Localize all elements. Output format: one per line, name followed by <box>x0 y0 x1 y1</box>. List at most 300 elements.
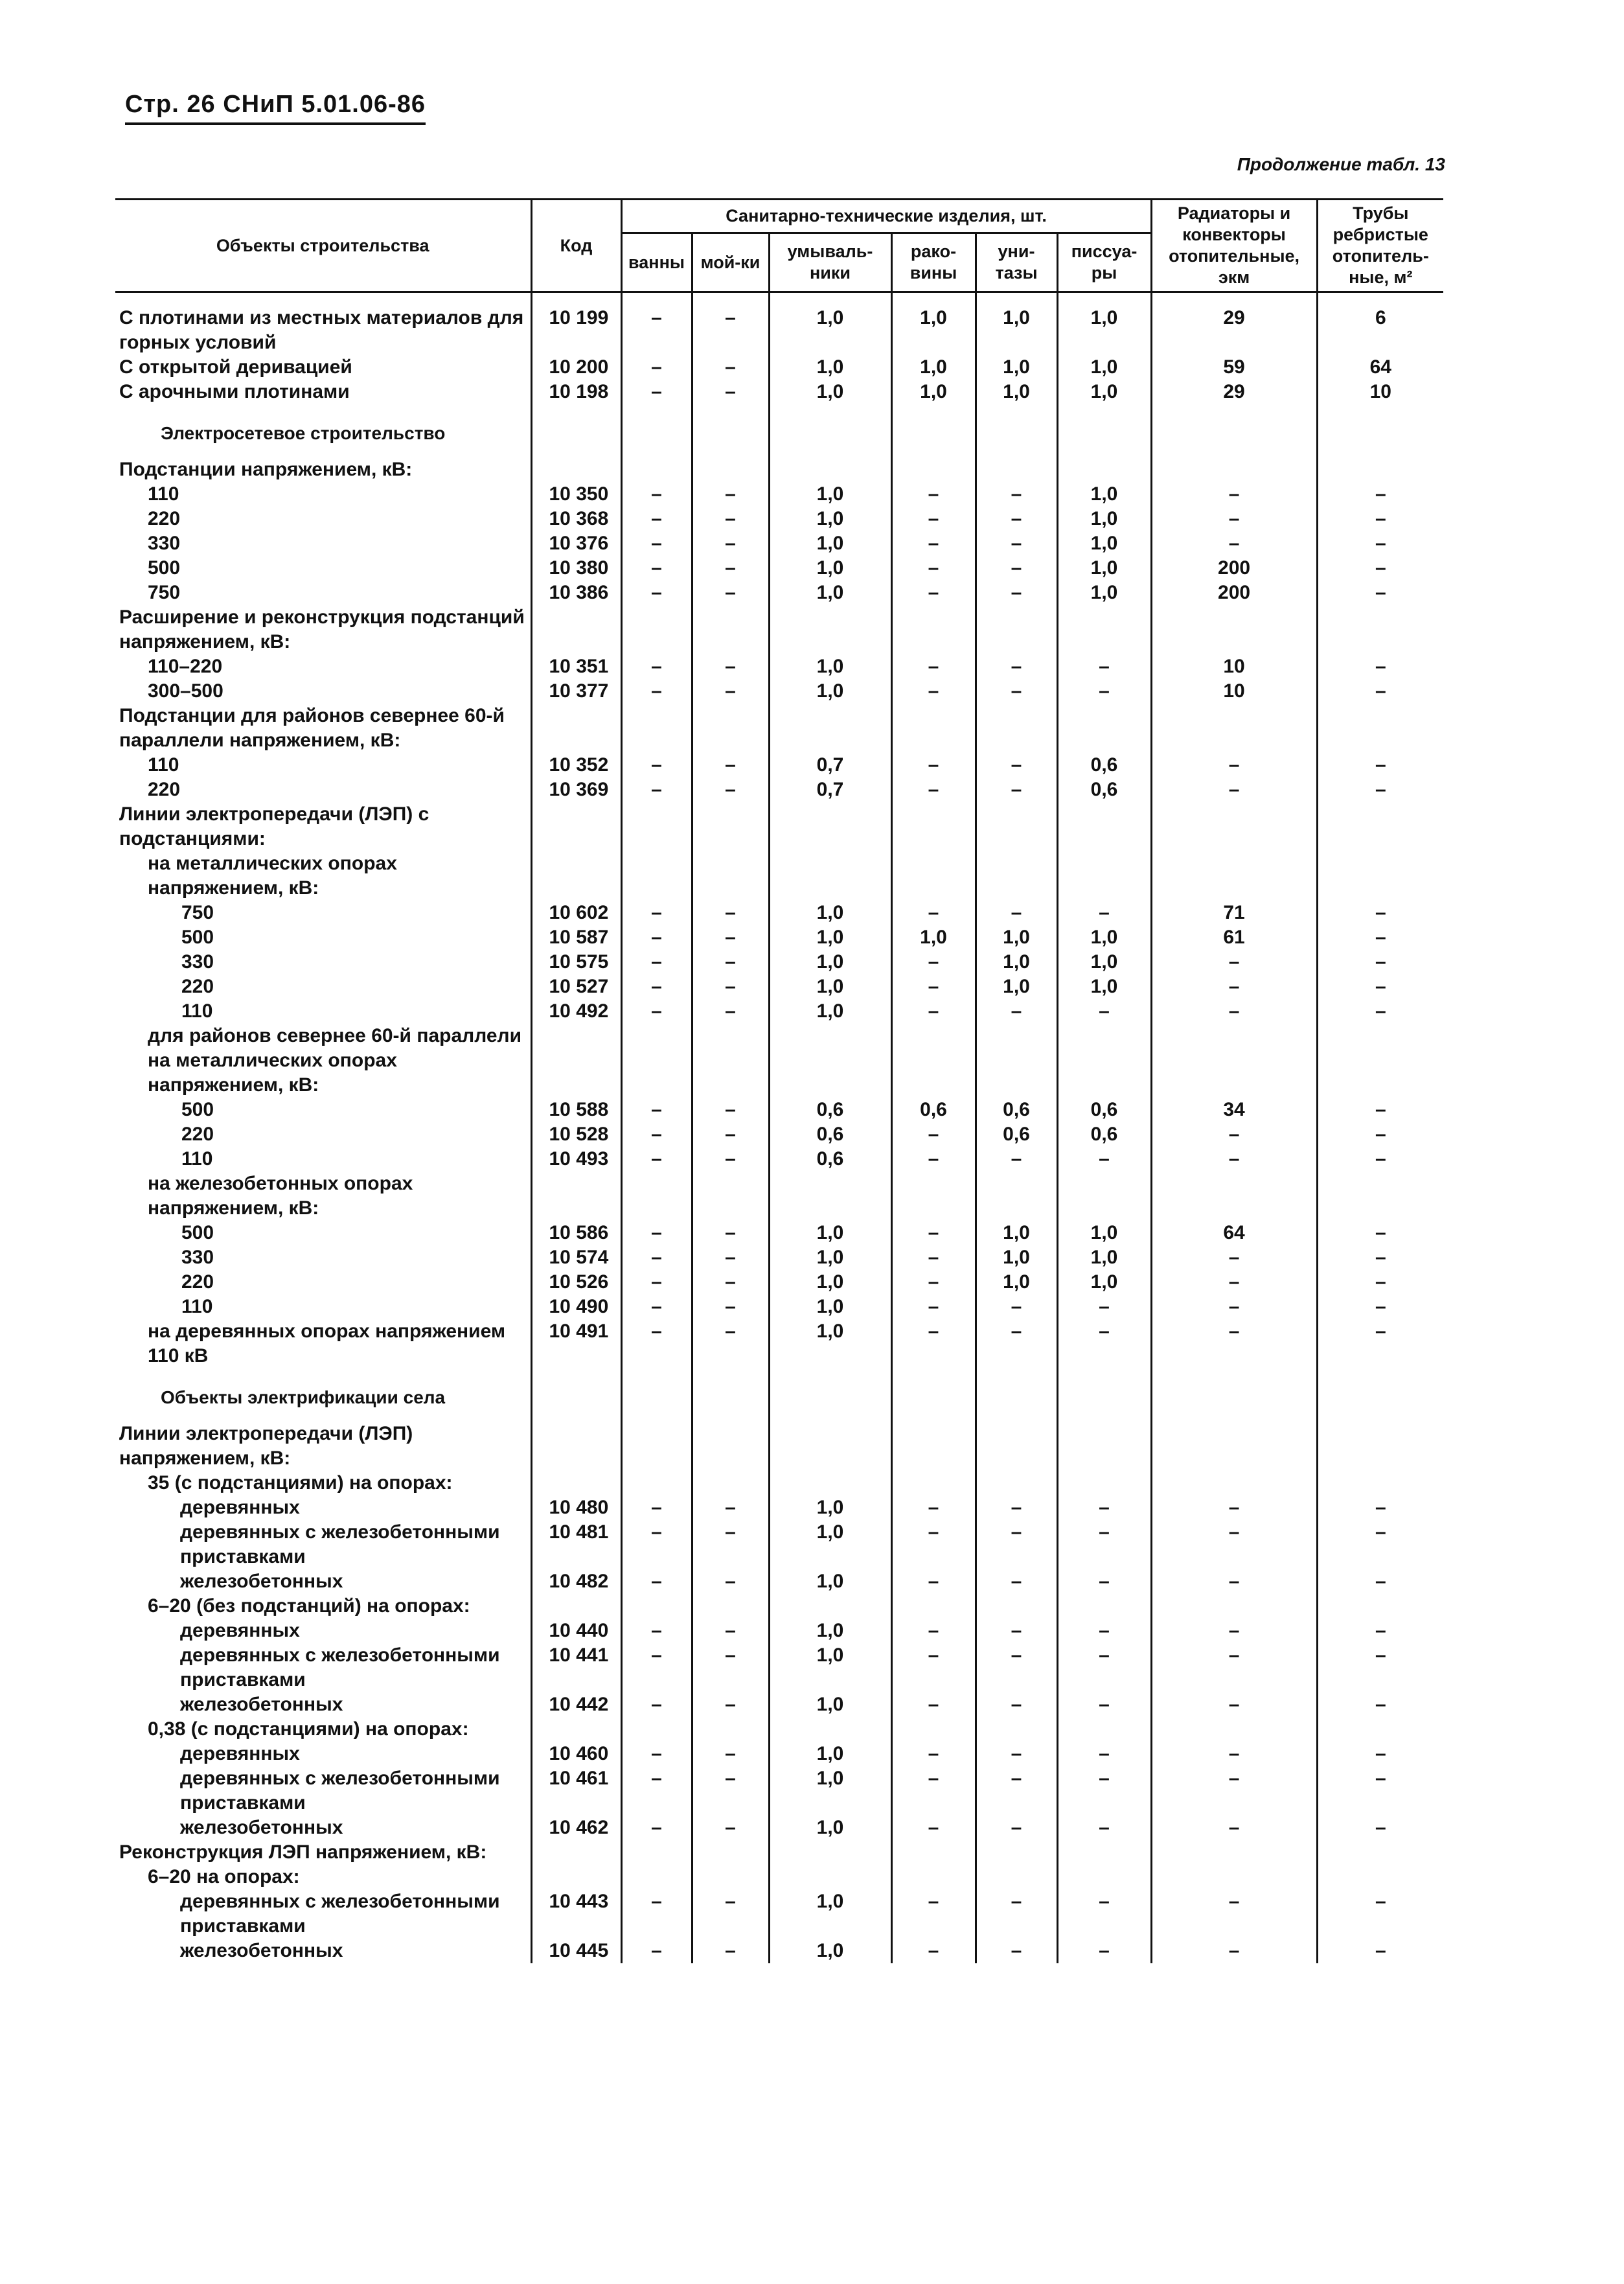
washbasins-value: 1,0 <box>769 531 891 556</box>
baths-value: – <box>621 654 692 679</box>
toilets-value <box>976 1471 1057 1495</box>
sinks2-value: – <box>891 1889 976 1939</box>
urinals-value: 0,6 <box>1057 1098 1151 1122</box>
pipes-value: – <box>1317 531 1443 556</box>
toilets-value: – <box>976 1816 1057 1840</box>
urinals-value: 1,0 <box>1057 380 1151 404</box>
object-code: 10 386 <box>531 581 621 605</box>
sinks2-value: – <box>891 1692 976 1717</box>
sinks2-value: – <box>891 1221 976 1245</box>
sinks-value: – <box>692 581 769 605</box>
object-code: 10 368 <box>531 507 621 531</box>
sinks-value: – <box>692 654 769 679</box>
object-code: 10 445 <box>531 1939 621 1963</box>
object-name: деревянных <box>180 1497 300 1518</box>
sinks-value: – <box>692 999 769 1024</box>
sinks2-value: 1,0 <box>891 925 976 950</box>
baths-value <box>621 1024 692 1098</box>
sinks2-value: – <box>891 975 976 999</box>
baths-value: – <box>621 1495 692 1520</box>
sinks2-value: – <box>891 1569 976 1594</box>
table-continuation-note: Продолжение табл. 13 <box>1237 154 1445 174</box>
object-code: 10 602 <box>531 901 621 925</box>
radiators-value: – <box>1151 1520 1317 1569</box>
radiators-value: 61 <box>1151 925 1317 950</box>
radiators-value <box>1151 1471 1317 1495</box>
header-sanitary-group: Санитарно-технические изделия, шт. <box>621 200 1151 233</box>
toilets-value <box>976 1717 1057 1742</box>
sinks2-value: – <box>891 581 976 605</box>
object-name: 300–500 <box>148 680 223 702</box>
sinks-value: – <box>692 1692 769 1717</box>
group-label-row <box>115 1840 1443 1865</box>
toilets-value: – <box>976 1742 1057 1766</box>
table-row <box>115 1495 1443 1520</box>
toilets-value: – <box>976 1619 1057 1643</box>
baths-value: – <box>621 1643 692 1692</box>
object-name: железобетонных <box>180 1817 343 1838</box>
table-row <box>115 1766 1443 1816</box>
object-code <box>531 704 621 753</box>
pipes-value <box>1317 1471 1443 1495</box>
toilets-value <box>976 1368 1057 1422</box>
object-code <box>531 1840 621 1865</box>
washbasins-value <box>769 605 891 654</box>
group-label-row <box>115 1594 1443 1619</box>
object-code: 10 480 <box>531 1495 621 1520</box>
pipes-value: – <box>1317 1520 1443 1569</box>
object-code: 10 369 <box>531 778 621 802</box>
table-row <box>115 1643 1443 1692</box>
urinals-value: 0,6 <box>1057 753 1151 778</box>
pipes-value: 10 <box>1317 380 1443 404</box>
toilets-value: – <box>976 531 1057 556</box>
pipes-value: – <box>1317 1766 1443 1816</box>
urinals-value: 1,0 <box>1057 975 1151 999</box>
pipes-value: – <box>1317 482 1443 507</box>
sinks2-value <box>891 1024 976 1098</box>
object-name: 110 <box>181 1000 213 1022</box>
pipes-value <box>1317 851 1443 901</box>
object-name: С плотинами из местных материалов для горных условий <box>119 307 524 353</box>
object-code: 10 491 <box>531 1319 621 1368</box>
pipes-value: – <box>1317 654 1443 679</box>
toilets-value <box>976 802 1057 851</box>
baths-value: – <box>621 581 692 605</box>
object-name: на деревянных опорах напряжением 110 кВ <box>148 1321 506 1367</box>
table-row <box>115 355 1443 380</box>
sinks2-value: – <box>891 1766 976 1816</box>
sinks-value: – <box>692 1221 769 1245</box>
sinks2-value: 1,0 <box>891 380 976 404</box>
table-row <box>115 1520 1443 1569</box>
sinks2-value <box>891 1594 976 1619</box>
washbasins-value: 1,0 <box>769 1619 891 1643</box>
toilets-value: 1,0 <box>976 1221 1057 1245</box>
sinks-value: – <box>692 1098 769 1122</box>
urinals-value <box>1057 802 1151 851</box>
urinals-value: – <box>1057 999 1151 1024</box>
washbasins-value: 1,0 <box>769 1245 891 1270</box>
baths-value: – <box>621 753 692 778</box>
object-name: 750 <box>181 902 214 923</box>
radiators-value <box>1151 1865 1317 1889</box>
urinals-value: – <box>1057 1147 1151 1171</box>
sinks-value: – <box>692 1619 769 1643</box>
pipes-value: – <box>1317 1270 1443 1295</box>
table-row <box>115 531 1443 556</box>
washbasins-value: 1,0 <box>769 292 891 356</box>
object-name: 220 <box>148 779 181 800</box>
object-code: 10 350 <box>531 482 621 507</box>
radiators-value <box>1151 851 1317 901</box>
sinks2-value <box>891 1171 976 1221</box>
object-code: 10 199 <box>531 292 621 356</box>
object-code: 10 574 <box>531 1245 621 1270</box>
object-code <box>531 1594 621 1619</box>
baths-value: – <box>621 482 692 507</box>
sinks-value: – <box>692 901 769 925</box>
baths-value: – <box>621 999 692 1024</box>
radiators-value: – <box>1151 1495 1317 1520</box>
sinks2-value: – <box>891 1495 976 1520</box>
object-code <box>531 605 621 654</box>
object-name: 110 <box>181 1296 213 1317</box>
object-code: 10 528 <box>531 1122 621 1147</box>
pipes-value: – <box>1317 1147 1443 1171</box>
washbasins-value <box>769 704 891 753</box>
sinks-value: – <box>692 1270 769 1295</box>
baths-value: – <box>621 1319 692 1368</box>
group-label-row <box>115 1471 1443 1495</box>
sinks2-value: – <box>891 531 976 556</box>
sinks-value: – <box>692 1319 769 1368</box>
washbasins-value: 1,0 <box>769 679 891 704</box>
group-label-row <box>115 1865 1443 1889</box>
sinks2-value <box>891 1717 976 1742</box>
header-code: Код <box>531 200 621 292</box>
sinks2-value: – <box>891 1270 976 1295</box>
object-name: 330 <box>181 951 214 973</box>
radiators-value <box>1151 404 1317 457</box>
urinals-value: 1,0 <box>1057 531 1151 556</box>
toilets-value: – <box>976 1939 1057 1963</box>
table-row <box>115 1742 1443 1766</box>
washbasins-value: 1,0 <box>769 1221 891 1245</box>
baths-value: – <box>621 1520 692 1569</box>
object-name: 35 (с подстанциями) на опорах: <box>148 1472 453 1494</box>
object-code <box>531 802 621 851</box>
washbasins-value: 1,0 <box>769 1742 891 1766</box>
pipes-value: – <box>1317 581 1443 605</box>
sinks2-value: – <box>891 778 976 802</box>
object-name: железобетонных <box>180 1571 343 1592</box>
sinks2-value: – <box>891 556 976 581</box>
object-name: 6–20 на опорах: <box>148 1866 300 1887</box>
section-row <box>115 404 1443 457</box>
toilets-value: 1,0 <box>976 975 1057 999</box>
object-name: деревянных <box>180 1743 300 1764</box>
header-toilets: уни-тазы <box>976 233 1057 292</box>
washbasins-value: 0,6 <box>769 1122 891 1147</box>
washbasins-value <box>769 457 891 482</box>
object-code: 10 461 <box>531 1766 621 1816</box>
group-label-row <box>115 704 1443 753</box>
pipes-value: – <box>1317 1098 1443 1122</box>
pipes-value <box>1317 1594 1443 1619</box>
pipes-value: – <box>1317 1692 1443 1717</box>
urinals-value: – <box>1057 1766 1151 1816</box>
toilets-value: – <box>976 1295 1057 1319</box>
washbasins-value: 1,0 <box>769 556 891 581</box>
table-row <box>115 753 1443 778</box>
object-code <box>531 1471 621 1495</box>
object-code: 10 527 <box>531 975 621 999</box>
baths-value <box>621 1717 692 1742</box>
washbasins-value: 1,0 <box>769 654 891 679</box>
table-row <box>115 1889 1443 1939</box>
sinks-value: – <box>692 355 769 380</box>
header-urinals: писсуа-ры <box>1057 233 1151 292</box>
pipes-value <box>1317 1717 1443 1742</box>
sinks-value <box>692 1024 769 1098</box>
object-name: 6–20 (без подстанций) на опорах: <box>148 1595 470 1617</box>
radiators-value <box>1151 605 1317 654</box>
sinks2-value: – <box>891 507 976 531</box>
radiators-value: – <box>1151 950 1317 975</box>
baths-value: – <box>621 507 692 531</box>
urinals-value: – <box>1057 1643 1151 1692</box>
object-code: 10 481 <box>531 1520 621 1569</box>
sinks-value: – <box>692 482 769 507</box>
sinks-value: – <box>692 1147 769 1171</box>
sinks-value <box>692 802 769 851</box>
radiators-value <box>1151 704 1317 753</box>
washbasins-value: 1,0 <box>769 1270 891 1295</box>
pipes-value: – <box>1317 1619 1443 1643</box>
baths-value <box>621 404 692 457</box>
washbasins-value <box>769 1422 891 1471</box>
object-name: Линии электропередачи (ЛЭП) напряжением, кВ: <box>119 1423 413 1469</box>
radiators-value <box>1151 1024 1317 1098</box>
baths-value: – <box>621 355 692 380</box>
radiators-value: 200 <box>1151 556 1317 581</box>
toilets-value: – <box>976 1766 1057 1816</box>
sinks2-value: – <box>891 482 976 507</box>
sinks-value: – <box>692 531 769 556</box>
washbasins-value: 1,0 <box>769 1692 891 1717</box>
sinks2-value: – <box>891 1816 976 1840</box>
object-name: 500 <box>148 557 181 579</box>
washbasins-value <box>769 1865 891 1889</box>
baths-value <box>621 457 692 482</box>
toilets-value: – <box>976 753 1057 778</box>
sinks2-value: – <box>891 753 976 778</box>
sinks2-value <box>891 704 976 753</box>
urinals-value <box>1057 457 1151 482</box>
washbasins-value: 1,0 <box>769 975 891 999</box>
baths-value <box>621 802 692 851</box>
sinks2-value <box>891 1865 976 1889</box>
urinals-value: 1,0 <box>1057 581 1151 605</box>
radiators-value: – <box>1151 1295 1317 1319</box>
baths-value: – <box>621 1221 692 1245</box>
toilets-value: – <box>976 1643 1057 1692</box>
pipes-value: – <box>1317 1245 1443 1270</box>
pipes-value <box>1317 704 1443 753</box>
washbasins-value: 1,0 <box>769 950 891 975</box>
group-label-row <box>115 605 1443 654</box>
toilets-value <box>976 1171 1057 1221</box>
radiators-value: – <box>1151 1643 1317 1692</box>
sinks-value <box>692 1368 769 1422</box>
sinks-value: – <box>692 1245 769 1270</box>
sinks-value <box>692 404 769 457</box>
sinks-value: – <box>692 507 769 531</box>
sinks2-value <box>891 1422 976 1471</box>
sinks-value <box>692 1594 769 1619</box>
section-title: Электросетевое строительство <box>161 423 446 443</box>
table-row <box>115 292 1443 356</box>
sinks-value: – <box>692 1889 769 1939</box>
header-sinks2: рако-вины <box>891 233 976 292</box>
radiators-value: 200 <box>1151 581 1317 605</box>
sinks2-value <box>891 851 976 901</box>
object-code: 10 493 <box>531 1147 621 1171</box>
urinals-value: – <box>1057 1692 1151 1717</box>
baths-value: – <box>621 380 692 404</box>
baths-value <box>621 1471 692 1495</box>
radiators-value <box>1151 1840 1317 1865</box>
toilets-value: – <box>976 1495 1057 1520</box>
radiators-value <box>1151 1368 1317 1422</box>
table-row <box>115 679 1443 704</box>
sinks2-value <box>891 802 976 851</box>
baths-value: – <box>621 292 692 356</box>
pipes-value: – <box>1317 1939 1443 1963</box>
pipes-value: – <box>1317 1295 1443 1319</box>
sinks-value: – <box>692 1939 769 1963</box>
toilets-value: – <box>976 482 1057 507</box>
pipes-value <box>1317 1024 1443 1098</box>
sinks2-value: – <box>891 950 976 975</box>
sinks2-value: – <box>891 901 976 925</box>
object-code <box>531 1171 621 1221</box>
urinals-value: 1,0 <box>1057 556 1151 581</box>
baths-value: – <box>621 531 692 556</box>
pipes-value: – <box>1317 556 1443 581</box>
group-label-row <box>115 1024 1443 1098</box>
object-name: 500 <box>181 1099 214 1120</box>
sinks2-value: – <box>891 1122 976 1147</box>
sinks-value <box>692 1840 769 1865</box>
pipes-value: – <box>1317 1221 1443 1245</box>
object-name: 500 <box>181 1222 214 1243</box>
urinals-value <box>1057 1840 1151 1865</box>
object-name: 220 <box>181 1271 214 1293</box>
urinals-value <box>1057 404 1151 457</box>
sinks2-value: 1,0 <box>891 355 976 380</box>
object-code: 10 441 <box>531 1643 621 1692</box>
urinals-value: – <box>1057 1619 1151 1643</box>
object-name: деревянных <box>180 1620 300 1641</box>
urinals-value: 1,0 <box>1057 507 1151 531</box>
sinks-value: – <box>692 975 769 999</box>
urinals-value <box>1057 1594 1151 1619</box>
radiators-value: – <box>1151 778 1317 802</box>
sinks2-value: – <box>891 1520 976 1569</box>
baths-value <box>621 1865 692 1889</box>
toilets-value: 0,6 <box>976 1122 1057 1147</box>
object-code <box>531 1717 621 1742</box>
object-code: 10 460 <box>531 1742 621 1766</box>
radiators-value: – <box>1151 999 1317 1024</box>
sinks-value: – <box>692 1569 769 1594</box>
radiators-value <box>1151 1717 1317 1742</box>
object-name: Линии электропередачи (ЛЭП) с подстанциями: <box>119 803 429 849</box>
pipes-value: – <box>1317 901 1443 925</box>
object-name: С открытой деривацией <box>119 356 352 378</box>
radiators-value <box>1151 1171 1317 1221</box>
table-row <box>115 380 1443 404</box>
group-label-row <box>115 851 1443 901</box>
pipes-value: – <box>1317 1742 1443 1766</box>
pipes-value <box>1317 1840 1443 1865</box>
urinals-value: – <box>1057 1816 1151 1840</box>
urinals-value: – <box>1057 1319 1151 1368</box>
table-row <box>115 1569 1443 1594</box>
object-code: 10 200 <box>531 355 621 380</box>
object-name: 220 <box>181 1124 214 1145</box>
radiators-value <box>1151 457 1317 482</box>
washbasins-value: 1,0 <box>769 1295 891 1319</box>
radiators-value: – <box>1151 1692 1317 1717</box>
object-name: железобетонных <box>180 1940 343 1961</box>
sinks2-value: – <box>891 1619 976 1643</box>
pipes-value: – <box>1317 1889 1443 1939</box>
table-row <box>115 556 1443 581</box>
radiators-value: – <box>1151 1619 1317 1643</box>
washbasins-value <box>769 404 891 457</box>
object-name: на железобетонных опорах напряжением, кВ: <box>148 1173 413 1219</box>
sinks-value: – <box>692 1643 769 1692</box>
radiators-value: 64 <box>1151 1221 1317 1245</box>
object-code: 10 482 <box>531 1569 621 1594</box>
toilets-value: – <box>976 679 1057 704</box>
radiators-value: – <box>1151 1569 1317 1594</box>
table-body <box>115 292 1443 1964</box>
radiators-value: 10 <box>1151 654 1317 679</box>
object-name: 330 <box>148 533 181 554</box>
sinks2-value: 0,6 <box>891 1098 976 1122</box>
washbasins-value: 1,0 <box>769 1495 891 1520</box>
washbasins-value <box>769 802 891 851</box>
sinks2-value: – <box>891 1295 976 1319</box>
sinks2-value <box>891 404 976 457</box>
object-code: 10 586 <box>531 1221 621 1245</box>
sinks-value: – <box>692 679 769 704</box>
pipes-value: – <box>1317 1495 1443 1520</box>
urinals-value: – <box>1057 1939 1151 1963</box>
pipes-value <box>1317 404 1443 457</box>
header-objects: Объекты строительства <box>115 200 531 292</box>
urinals-value: 0,6 <box>1057 778 1151 802</box>
object-name: 220 <box>181 976 214 997</box>
sinks-value <box>692 457 769 482</box>
radiators-value: – <box>1151 1939 1317 1963</box>
table-row <box>115 1939 1443 1963</box>
sinks-value <box>692 605 769 654</box>
